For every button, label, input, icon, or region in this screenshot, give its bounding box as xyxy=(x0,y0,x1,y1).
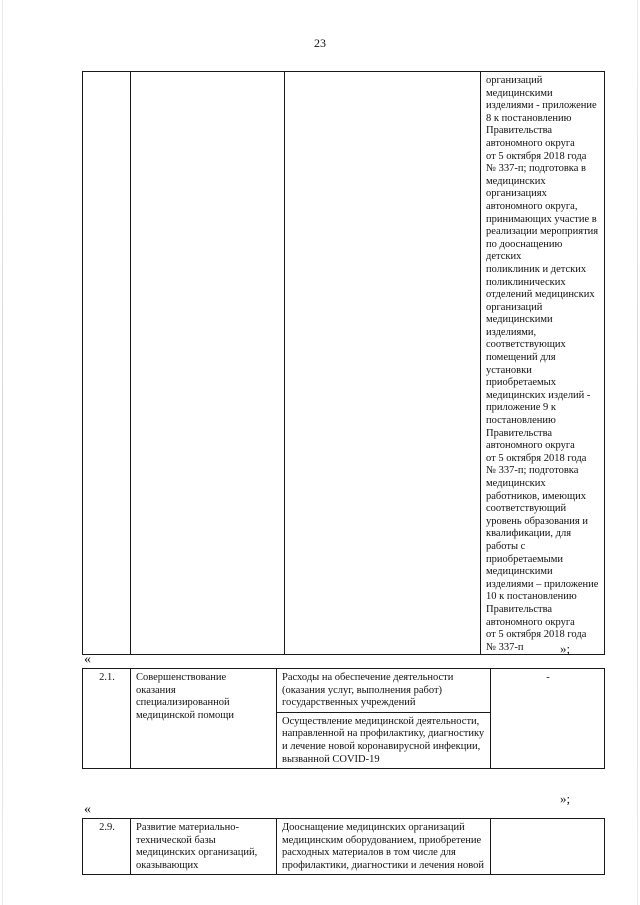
scan-edge-left xyxy=(2,0,3,905)
row-value-text: - xyxy=(546,672,550,683)
row-item: Дооснащение медицинских организаций медицинским оборудованием, приобретение расходных материалов в том числе для профилактики, диагностики и лечения новой xyxy=(277,819,491,875)
table-row xyxy=(83,72,605,655)
closing-quote-mark: »; xyxy=(560,791,571,806)
table-row xyxy=(83,819,605,875)
row-name: Развитие материально- технической базы медицинских организаций, оказывающих xyxy=(131,819,277,875)
row-number: 2.1. xyxy=(83,669,131,769)
opening-quote-mark: « xyxy=(84,802,91,817)
row-item: Осуществление медицинской деятельности, направленной на профилактику, диагностику и лечение новой коронавирусной инфекции, вызванной COVID-19 xyxy=(277,712,491,768)
document-text: организаций медицинскими изделиями - приложение 8 к постановлению Правительства автономного округа от 5 октября 2018 года № 337-п; подготовка в медицинских организациях автономного округа, принимающих участие в реализации мероприятия по дооснащению детских поликлиник и детских поликлинических отделений медицинских организаций медицинскими изделиями, соответствующих помещений для установки приобретаемых медицинских изделий - приложение 9 к постановлению Правительства автономного округа от 5 октября 2018 года № 337-п; подготовка медицинских работников, имеющих соответствующий уровень образования и квалификации, для работы с приобретаемыми медицинскими изделиями – приложение 10 к постановлению Правительства автономного округа от 5 октября 2018 года № 337-п xyxy=(486,75,599,653)
table-row-2-1 xyxy=(82,668,605,769)
table-row-2-9 xyxy=(82,818,605,875)
cell-measure xyxy=(285,72,481,655)
opening-quote-mark: « xyxy=(84,652,91,667)
cell-name xyxy=(131,72,285,655)
closing-quote-mark: »; xyxy=(560,641,571,656)
cell-number xyxy=(83,72,131,655)
row-number: 2.9. xyxy=(83,819,131,875)
page-number: 23 xyxy=(314,36,326,50)
table-continuation xyxy=(82,71,605,655)
row-item: Расходы на обеспечение деятельности (оказания услуг, выполнения работ) государственных учреждений xyxy=(277,669,491,713)
row-value xyxy=(491,819,605,875)
cell-document xyxy=(481,72,605,655)
row-value xyxy=(491,669,605,769)
scan-edge-right xyxy=(637,0,638,905)
table-row xyxy=(83,669,605,713)
row-name: Совершенствование оказания специализированной медицинской помощи xyxy=(131,669,277,769)
